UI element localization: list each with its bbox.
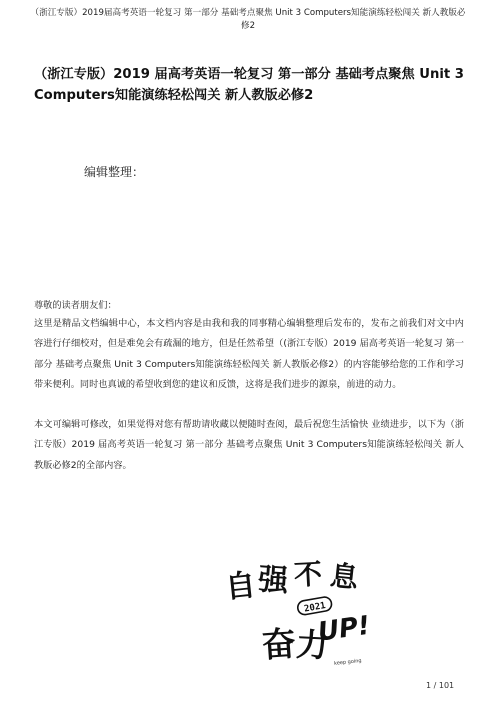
svg-text:自: 自	[223, 567, 258, 606]
running-header: （浙江专版）2019届高考英语一轮复习 第一部分 基础考点聚焦 Unit 3 Computers知能演练轻松闯关 新人教版必修2	[30, 8, 466, 31]
intro-paragraph: 这里是精品文档编辑中心，本文档内容是由我和我的同事精心编辑整理后发布的，发布之前我们对文中内容进行仔细校对，但是难免会有疏漏的地方，但是任然希望（(浙江专版）2019 届高考英语一轮复习 第一部分 基础考点聚焦 Unit 3 Computers知能演练轻松闯关 新人教版必修2）的内容能够给您的工作和学习带来便利。同时也真诚的希望收到您的建议和反馈，这将是我们进步的源泉，前进的动力。	[34, 318, 464, 391]
svg-text:力: 力	[295, 625, 330, 665]
motivational-stamp-logo	[222, 556, 374, 668]
svg-text:UP!: UP!	[316, 610, 372, 648]
svg-text:奋: 奋	[260, 623, 298, 667]
svg-text:不: 不	[293, 557, 323, 592]
editor-label: 编辑整理：	[84, 165, 145, 179]
closing-paragraph: 本文可编辑可修改，如果觉得对您有帮助请收藏以便随时查阅，最后祝您生活愉快 业绩进步，以下为（浙江专版）2019 届高考英语一轮复习 第一部分 基础考点聚焦 Unit 3 Computers知能演练轻松闯关 新人教版必修2的全部内容。	[34, 419, 464, 471]
svg-text:keep going: keep going	[333, 657, 362, 667]
svg-text:2021: 2021	[303, 601, 327, 615]
document-title: （浙江专版）2019 届高考英语一轮复习 第一部分 基础考点聚焦 Unit 3 Computers知能演练轻松闯关 新人教版必修2	[34, 67, 464, 103]
svg-text:息: 息	[328, 558, 360, 595]
page-number: 1 / 101	[426, 681, 455, 690]
svg-text:强: 强	[257, 562, 290, 600]
greeting: 尊敬的读者朋友们：	[34, 300, 117, 311]
